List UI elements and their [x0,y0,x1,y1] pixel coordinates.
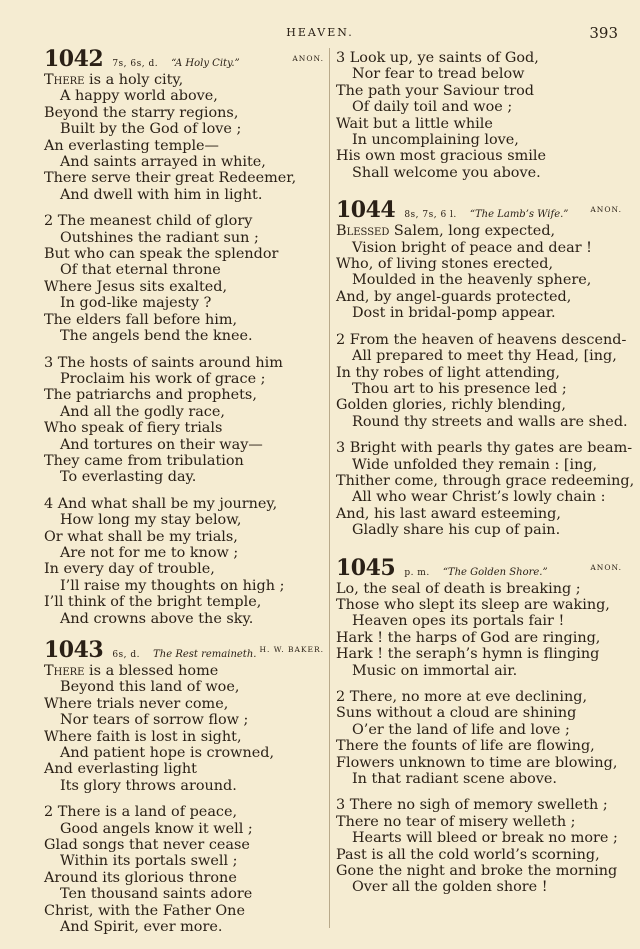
page-number: 393 [589,24,618,42]
stanza [44,804,328,935]
verse-line: There serve their great Redeemer, [44,170,297,187]
column-divider [329,48,330,928]
hymn-heading [44,637,328,663]
verse-line: Within its portals swell ; [60,853,238,870]
verse-line: Where trials never come, [44,695,229,712]
verse-line: Past is all the cold world’s scorning, [336,846,600,863]
verse-line: 3 Bright with pearls thy gates are beam- [336,440,633,457]
verse-line: All prepared to meet thy Head, [ing, [352,348,617,365]
hymn-title: The Rest remaineth. [153,649,257,660]
verse-line: Around its glorious throne [44,869,237,886]
hymn-heading [336,555,626,581]
verse-line: Thither come, through grace redeeming, [336,472,635,489]
verse-line: And patient hope is crowned, [60,745,275,762]
verse-line: Wait but a little while [336,115,493,132]
stanza [336,797,626,895]
verse-line: Gone the night and broke the morning [336,863,618,880]
stanza [44,496,328,627]
verse-line: Vision bright of peace and dear ! [352,239,592,256]
hymn-title: “The Golden Shore.” [442,566,548,578]
verse-line: Nor fear to tread below [352,66,525,83]
verse-line: In thy robes of light attending, [336,364,560,381]
stanza-1043-3 [336,50,626,181]
stanza [336,581,626,679]
hymn-number: 1042 [44,46,104,72]
verse-line: In every day of trouble, [44,561,215,578]
verse-line: Round thy streets and walls are shed. [352,413,628,430]
verse-line: Flowers unknown to time are blowing, [336,754,618,771]
verse-line: They came from tribulation [44,452,244,469]
verse-line: The elders fall before him, [44,311,238,328]
stanza [336,689,626,787]
verse-line: How long my stay below, [60,512,242,529]
verse-line: And Spirit, ever more. [60,919,223,936]
verse-line: Music on immortal air. [352,662,518,679]
hymn-author: ANON. [590,205,622,215]
verse-line: Wide unfolded they remain : [ing, [352,456,598,473]
hymn-heading [44,46,328,72]
verse-line: 3 Look up, ye saints of God, [336,50,539,66]
page-header [0,24,640,44]
verse-line: Over all the golden shore ! [352,879,548,896]
verse-line: Beyond this land of woe, [60,679,240,696]
verse-line: I’ll think of the bright temple, [44,594,262,611]
hymn-number: 1044 [336,197,396,224]
verse-line: Outshines the radiant sun ; [60,229,259,246]
verse-line: Ten thousand saints adore [60,886,253,903]
verse-line: 3 There no sigh of memory swelleth ; [336,797,608,814]
verse-line: Dost in bridal-pomp appear. [352,305,556,322]
hymn-number: 1045 [336,554,396,581]
verse-line: Hark ! the harps of God are ringing, [336,629,601,646]
hymn-1042 [44,46,328,627]
verse-line: In god-like majesty ? [60,295,212,312]
verse-line: And, by angel-guards protected, [336,288,572,305]
hymn-heading [336,197,626,223]
verse-line: Moulded in the heavenly sphere, [352,272,592,289]
verse-line: Golden glories, richly blending, [336,397,566,414]
stanza [44,663,328,794]
verse-line: Glad songs that never cease [44,837,250,854]
verse-line: In uncomplaining love, [352,132,519,149]
verse-line: A happy world above, [60,88,218,105]
hymn-1043 [44,637,328,936]
verse-line: The angels bend the knee. [60,328,253,345]
verse-line: Who, of living stones erected, [336,256,554,273]
verse-line: There is a blessed home [44,663,219,679]
verse-line: And saints arrayed in white, [60,154,266,171]
verse-line: And crowns above the sky. [60,610,254,627]
verse-line: Who speak of fiery trials [44,420,223,437]
verse-line: To everlasting day. [60,469,197,486]
verse-line: I’ll raise my thoughts on high ; [60,577,285,594]
verse-line: The path your Saviour trod [336,82,534,99]
hymn-1045 [336,555,626,896]
verse-line: His own most gracious smile [336,148,546,165]
stanza [336,332,626,430]
hymn-title: “The Lamb’s Wife.” [469,209,569,221]
stanza [44,213,328,344]
verse-line: And dwell with him in light. [60,186,263,203]
verse-line: Good angels know it well ; [60,820,253,837]
verse-line: All who wear Christ’s lowly chain : [352,489,606,506]
stanza [44,72,328,203]
hymn-meter: 8s, 7s, 6 l. [404,210,457,221]
verse-line: And, his last award esteeming, [336,505,561,522]
right-column [336,46,635,906]
verse-line: Gladly share his cup of pain. [352,522,561,539]
verse-line: The patriarchs and prophets, [44,387,257,404]
verse-line: Proclaim his work of grace ; [60,370,266,387]
verse-line: Built by the God of love ; [60,121,242,138]
verse-line: But who can speak the splendor [44,246,279,263]
hymn-meter: 6s, d. [112,650,141,660]
verse-line: O’er the land of life and love ; [352,721,570,738]
verse-line: Those who slept its sleep are waking, [336,596,610,613]
hymn-1044 [336,197,635,539]
verse-line: 2 The meanest child of glory [44,213,253,230]
stanza [336,223,626,321]
verse-line: Hark ! the seraph’s hymn is flinging [336,646,600,663]
verse-line: 3 The hosts of saints around him [44,354,283,371]
verse-line: And all the godly race, [60,403,225,420]
hymn-meter: p. m. [404,567,430,578]
stanza [336,440,635,539]
hymn-number: 1043 [44,637,104,663]
verse-line: There no tear of misery welleth ; [336,813,576,830]
verse-line: Shall welcome you above. [352,164,541,181]
hymn-author: H. W. BAKER. [259,645,324,654]
verse-line: Its glory throws around. [60,777,237,794]
left-column [44,46,328,946]
verse-line: Where Jesus sits exalted, [44,278,228,295]
verse-line: Or what shall be my trials, [44,528,238,545]
verse-line: 2 There is a land of peace, [44,804,238,821]
hymn-author: ANON. [292,54,324,63]
hymn-author: ANON. [590,562,622,572]
verse-line: 2 From the heaven of heavens descend- [336,331,627,348]
verse-line: 2 There, no more at eve declining, [336,689,588,705]
verse-line: And tortures on their way— [60,436,263,453]
verse-line: Beyond the starry regions, [44,104,239,121]
hymn-meter: 7s, 6s, d. [112,59,159,69]
verse-line: Hearts will bleed or break no more ; [352,830,618,847]
verse-line: Suns without a cloud are shining [336,705,577,722]
verse-line: An everlasting temple— [44,137,219,154]
verse-line: Are not for me to know ; [60,544,239,561]
verse-line: Of daily toil and woe ; [352,99,513,116]
verse-line: Where faith is lost in sight, [44,728,242,745]
verse-line: And everlasting light [44,761,197,778]
running-title: HEAVEN. [286,26,354,39]
verse-line: There the founts of life are flowing, [336,738,595,755]
verse-line: Heaven opes its portals fair ! [352,613,565,630]
verse-line: 4 And what shall be my journey, [44,495,278,512]
hymn-title: “A Holy City.” [171,58,240,69]
verse-line: There is a holy city, [44,72,184,88]
verse-line: Blessed Salem, long expected, [336,223,556,240]
verse-line: Christ, with the Father One [44,902,245,919]
verse-line: Of that eternal throne [60,262,221,279]
verse-line: Nor tears of sorrow flow ; [60,712,249,729]
verse-line: In that radiant scene above. [352,771,557,788]
stanza [44,355,328,486]
verse-line: Lo, the seal of death is breaking ; [336,580,581,597]
verse-line: Thou art to his presence led ; [352,380,567,397]
